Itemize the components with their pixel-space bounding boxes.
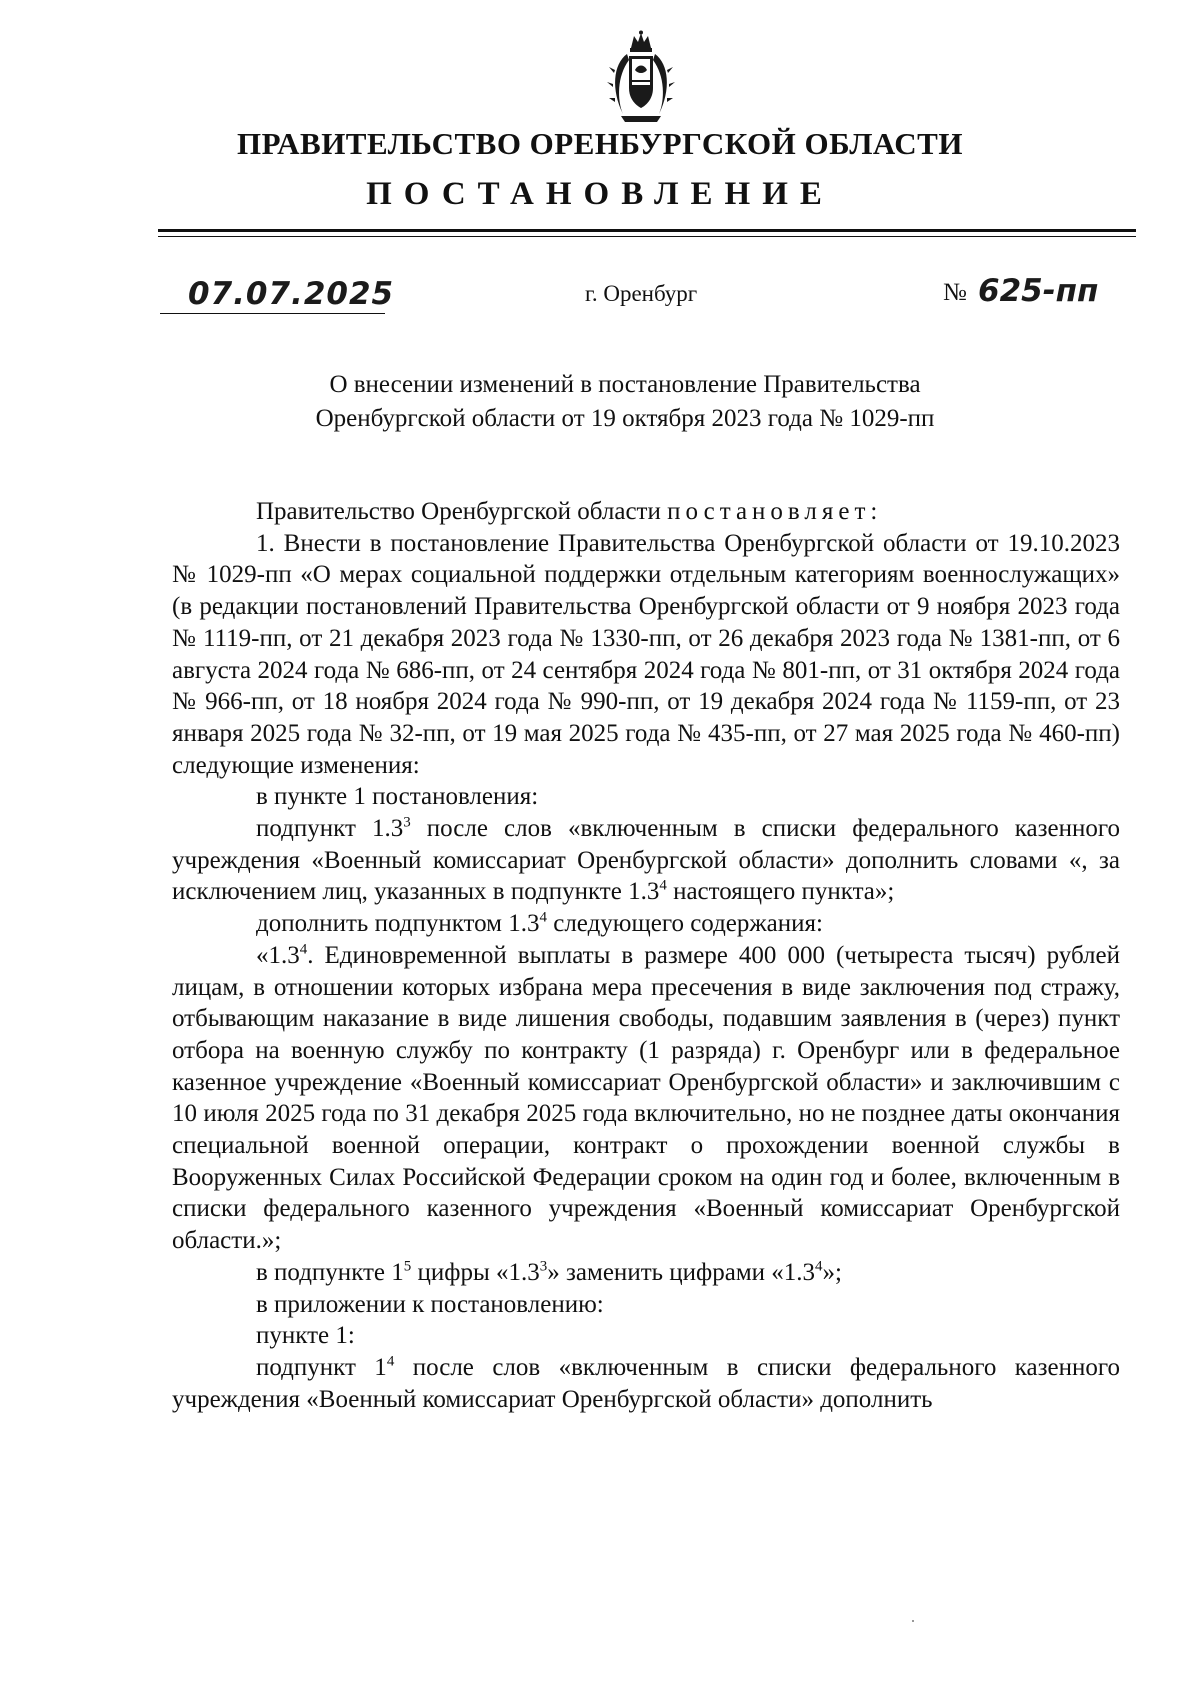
- coat-of-arms-icon: [605, 30, 677, 126]
- p6-text-a: в подпункте 1: [256, 1258, 404, 1286]
- number-sign: №: [943, 279, 967, 306]
- p6-superscript-2: 3: [539, 1258, 548, 1275]
- p6-superscript-1: 5: [403, 1258, 412, 1275]
- paragraph-5: [172, 940, 1120, 1257]
- organization-name: ПРАВИТЕЛЬСТВО ОРЕНБУРГСКОЙ ОБЛАСТИ: [237, 126, 963, 161]
- document-body: [172, 496, 1120, 1415]
- preamble-text: Правительство Оренбургской области: [256, 498, 668, 525]
- paragraph-3: [172, 813, 1120, 908]
- p3-superscript-1: 3: [403, 814, 411, 831]
- p6-text-d: »;: [822, 1258, 842, 1286]
- preamble-verb: постановляет: [667, 498, 871, 525]
- document-number: 625-пп: [978, 273, 1099, 309]
- document-date: 07.07.2025: [188, 276, 395, 312]
- p3-text-c: настоящего пункта»;: [666, 878, 895, 906]
- paragraph-8: пункте 1:: [256, 1322, 355, 1350]
- header-rule-thick: [158, 229, 1136, 232]
- paragraph-4: [172, 908, 1120, 940]
- paragraph-6: [172, 1257, 1120, 1289]
- document-title: [160, 368, 1090, 436]
- document-type: ПОСТАНОВЛЕНИЕ: [366, 176, 834, 212]
- p3-superscript-2: 4: [659, 878, 667, 895]
- p9-text-b: после слов «включенным в списки федерального казенного учреждения «Военный комиссариат Оренбургской области» дополнить: [172, 1353, 1120, 1413]
- p4-superscript: 4: [539, 909, 547, 926]
- p5-text-a: «1.3: [256, 941, 300, 969]
- p5-text-b: . Единовременной выплаты в размере 400 000 (четыреста тысяч) рублей лицам, в отношении которых избрана мера пресечения в виде заключения под стражу, отбывающим наказание в виде лишения свободы, подавшим заявления в (через) пункт отбора на военную службу по контракту (1 разряда) г. Оренбург или в федеральное казенное учреждение «Военный комиссариат Оренбургской области» и заключившим с 10 июля 2025 года по 31 декабря 2025 года включительно, но не позднее даты окончания специальной военной операции, контракт о прохождении военной службы в Вооруженных Силах Российской Федерации сроком на один год и более, включенным в списки федерального казенного учреждения «Военный комиссариат Оренбургской области.»;: [172, 941, 1120, 1255]
- p6-text-c: » заменить цифрами «1.3: [547, 1258, 816, 1286]
- paragraph-2: в пункте 1 постановления:: [256, 783, 539, 811]
- scan-speck: [912, 1620, 914, 1622]
- p5-superscript: 4: [299, 941, 308, 958]
- p3-text-a: подпункт 1.3: [256, 815, 404, 843]
- date-underline: [160, 313, 385, 314]
- p3-text-b: после слов «включенным в списки федерального казенного учреждения «Военный комиссариат Оренбургской области» дополнить словами «, за исключением лиц, указанных в подпункте 1.3: [172, 815, 1120, 906]
- paragraph-9: [172, 1352, 1120, 1415]
- document-city: г. Оренбург: [585, 281, 698, 306]
- p6-text-b: цифры «1.3: [411, 1258, 540, 1286]
- preamble-paragraph: [172, 496, 1120, 528]
- p9-text-a: подпункт 1: [256, 1353, 387, 1381]
- p6-superscript-3: 4: [815, 1258, 823, 1275]
- title-line-2: Оренбургской области от 19 октября 2023 года № 1029-пп: [315, 405, 935, 432]
- paragraph-7: в приложении к постановлению:: [256, 1290, 604, 1318]
- header-rule-thin: [158, 236, 1136, 237]
- p9-superscript: 4: [386, 1353, 395, 1370]
- preamble-colon: :: [870, 498, 878, 525]
- p4-text-a: дополнить подпунктом 1.3: [256, 910, 540, 938]
- title-line-1: О внесении изменений в постановление Правительства: [329, 371, 921, 398]
- p4-text-b: следующего содержания:: [546, 910, 823, 938]
- paragraph-1: 1. Внести в постановление Правительства Оренбургской области от 19.10.2023 № 1029-пп «О мерах социальной поддержки отдельным категориям военнослужащих» (в редакции постановлений Правительства Оренбургской области от 9 ноября 2023 года № 1119-пп, от 21 декабря 2023 года № 1330-пп, от 26 декабря 2023 года № 1381-пп, от 6 августа 2024 года № 686-пп, от 24 сентября 2024 года № 801-пп, от 31 октября 2024 года № 966-пп, от 18 ноября 2024 года № 990-пп, от 19 декабря 2024 года № 1159-пп, от 23 января 2025 года № 32-пп, от 19 мая 2025 года № 435-пп, от 27 мая 2025 года № 460-пп) следующие изменения:: [172, 529, 1120, 779]
